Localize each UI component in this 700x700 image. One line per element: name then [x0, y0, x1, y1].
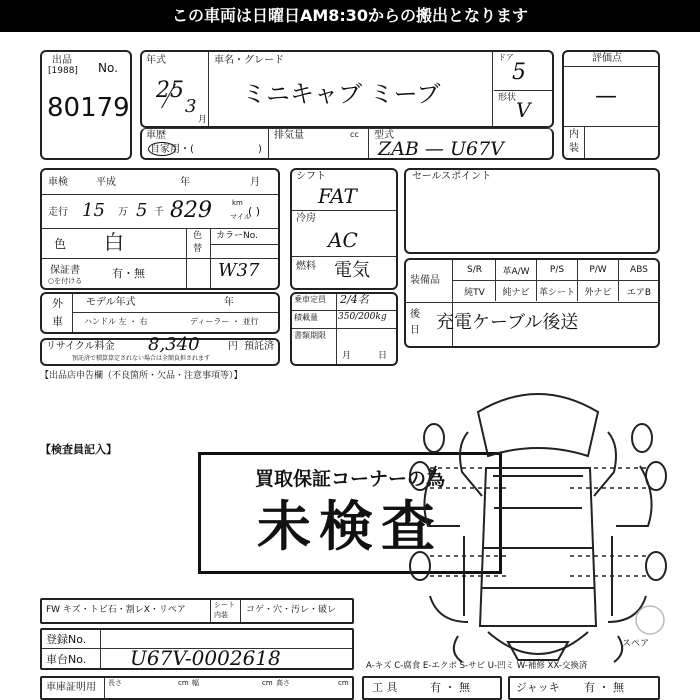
name-value: ミニキャブ ミーブ [242, 80, 441, 108]
interior-label-2: 装 [569, 143, 579, 154]
score-label: 評価点 [592, 53, 622, 64]
rear-equip-label-1: 後 [410, 309, 420, 320]
cert-label: 車庫証明用 [46, 682, 96, 693]
cert-long-cm: cm [178, 679, 189, 687]
shape-value: V [516, 98, 531, 122]
month-value: 3 [185, 96, 197, 117]
lot-no-label: No. [98, 61, 118, 75]
inspection-year-unit: 年 [180, 177, 190, 188]
color-value: 白 [104, 230, 124, 254]
fw-label: FW キズ・トビ石・割レX・リペア [46, 605, 186, 615]
cert-height: 高さ [276, 679, 290, 687]
stamp-line2: 未検査 [257, 495, 443, 558]
equipment-item: P/W [577, 260, 618, 280]
seat-label-2: 内装 [214, 611, 228, 619]
stamp-line1: 買取保証コーナーの為 [254, 468, 445, 490]
capacity-label: 乗車定員 [294, 295, 326, 304]
model-type-value: ZAB — U67V [378, 138, 504, 160]
lot-number: 80179 [47, 93, 130, 123]
model-year-label: モデル年式 [86, 297, 136, 308]
shift-value: FAT [318, 184, 357, 208]
interior-label-1: 内 [569, 129, 579, 140]
equipment-label: 装備品 [410, 275, 440, 286]
import-label-1: 外 [52, 297, 63, 310]
fuel-label: 燃料 [296, 261, 316, 272]
inspector-label: 【検査員記入】 [40, 443, 117, 456]
history-circle [148, 142, 176, 156]
door-label: ドア [498, 53, 514, 62]
mileage-v2: 5 [136, 200, 148, 221]
equipment-item: S/R [467, 265, 482, 275]
doc-deadline-unit2: 日 [378, 351, 388, 361]
fuel-value: 電気 [334, 260, 370, 281]
ac-label: 冷房 [296, 213, 316, 224]
banner-text: この車両は日曜日AM8:30からの搬出となります [171, 6, 529, 25]
month-suffix: 月 [198, 115, 208, 125]
doc-deadline-unit: 月 [342, 351, 352, 361]
warranty-sub: ○を付ける [48, 277, 83, 285]
mileage-v3: 829 [170, 198, 212, 223]
history-label: 車歴 [146, 130, 166, 141]
score-value: — [595, 84, 617, 109]
inspection-label: 車検 [48, 177, 68, 188]
recycle-unit: 円 [228, 341, 238, 352]
chassis-value: U67V-0002618 [130, 646, 281, 670]
year-value: 25 [156, 78, 184, 103]
jack-options: 有 ・ 無 [584, 681, 624, 694]
cert-width: 幅 [192, 679, 199, 687]
handle-options: ハンドル 左 ・ 右 [84, 317, 148, 326]
seat-options: コゲ・穴・汚レ・破レ [246, 605, 337, 615]
damage-legend: A-キズ C-腐食 E-エクボ S-サビ U-凹ミ W-補修 XX-交換済 [366, 661, 588, 671]
displacement-unit: cc [350, 130, 359, 139]
rear-equip-label-2: 日 [410, 325, 420, 336]
dealer-options: ディーラー ・ 並行 [190, 317, 259, 326]
mileage-mile: マイル [230, 213, 251, 221]
import-car-block [40, 292, 280, 334]
recycle-status: 預託済 [244, 341, 274, 352]
mileage-km: km [232, 199, 243, 207]
color-change-1: 色 [193, 231, 203, 241]
cert-width-cm: cm [262, 679, 273, 687]
doc-deadline-label: 書類期限 [294, 331, 326, 340]
name-label: 車名・グレード [214, 55, 284, 66]
jack-label: ジャッキ [516, 681, 560, 694]
tools-options: 有 ・ 無 [430, 681, 470, 694]
history-paren-close: ) [258, 144, 262, 155]
color-change-2: 替 [193, 244, 203, 254]
recycle-value: 8,340 [148, 334, 200, 355]
shape-label: 形状 [498, 93, 517, 103]
ac-value: AC [328, 228, 358, 252]
capacity-value: 2/4名 [340, 293, 369, 306]
shift-label: シフト [296, 171, 326, 182]
mileage-u1: 万 [118, 207, 128, 218]
load-value: 350/200kg [338, 312, 387, 322]
recycle-label: リサイクル料金 [46, 341, 115, 352]
equipment-item: 革シート [536, 281, 577, 301]
mileage-label: 走行 [48, 207, 68, 218]
cert-long: 長さ [108, 679, 122, 687]
seat-label-1: シート [214, 601, 235, 609]
registration-label: 登録No. [46, 633, 87, 646]
cert-height-cm: cm [338, 679, 349, 687]
equipment-item: 革A/W [495, 260, 536, 280]
tools-label: 工 具 [372, 681, 398, 694]
inspection-month-unit: 月 [250, 177, 260, 188]
import-label-2: 車 [52, 315, 63, 328]
recycle-note: 預託済で積算算定されない場合は全額負担されます [72, 355, 211, 362]
equipment-item: 純ナビ [495, 281, 536, 301]
equipment-item: 純TV [464, 287, 485, 298]
model-type-label: 型式 [374, 130, 394, 141]
warranty-label: 保証書 [50, 265, 80, 276]
door-value: 5 [512, 60, 526, 85]
inspection-era: 平成 [96, 177, 116, 188]
lot-year: [1988] [48, 66, 78, 76]
year-label: 年式 [146, 55, 166, 66]
mileage-u2: 千 [154, 207, 164, 218]
model-year-unit: 年 [224, 297, 234, 308]
chassis-label: 車台No. [46, 653, 87, 666]
rear-equip-value: 充電ケーブル後送 [436, 312, 579, 333]
warranty-options: 有・無 [112, 267, 145, 280]
displacement-label: 排気量 [274, 130, 304, 141]
spare-label: スペア [622, 639, 650, 649]
equipment-item: 外ナビ [577, 281, 618, 301]
lot-prefix: 出品 [52, 55, 72, 66]
dealer-note-label: 【出品店申告欄（不良箇所・欠品・注意事項等）】 [40, 371, 243, 381]
sales-point-label: セールスポイント [412, 171, 492, 182]
mileage-v1: 15 [82, 200, 105, 221]
color-no-label: カラーNo. [216, 231, 258, 241]
color-no-value: W37 [218, 260, 260, 281]
equipment-item: ABS [618, 260, 659, 280]
mileage-paren: ( ) [248, 205, 261, 218]
equipment-item: P/S [536, 260, 577, 280]
history-value: 自家用・( [150, 144, 194, 155]
equipment-item: エアB [618, 281, 659, 301]
load-label: 積載量 [294, 313, 318, 322]
color-label: 色 [54, 237, 67, 251]
